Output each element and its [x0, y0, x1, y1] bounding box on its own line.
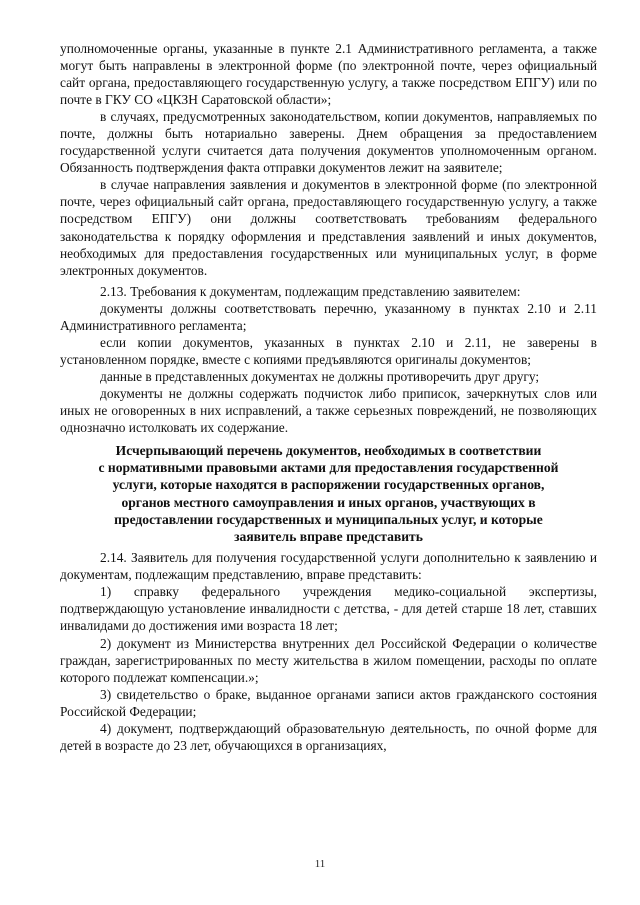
section-2-13-title: 2.13. Требования к документам, подлежащим представлению заявителем:: [100, 283, 521, 299]
document-body: [60, 40, 597, 754]
heading-line: с нормативными правовыми актами для предоставления государственной: [98, 460, 559, 476]
paragraph: в случае направления заявления и документов в электронной форме (по электронной почте, через официальный сайт органа, предоставляющего государственную услугу, а также посредством ЕПГУ) они должны соответствовать требованиям федерального законодательства к порядку оформления и представления заявлений и иных документов, необходимых для предоставления государственных или муниципальных услуг, в форме электронных документов.: [60, 177, 597, 278]
section-heading: [60, 442, 597, 545]
heading-line: услуги, которые находятся в распоряжении государственных органов,: [112, 477, 545, 493]
list-item: 3) свидетельство о браке, выданное органами записи актов гражданского состояния Российской Федерации;: [60, 686, 597, 719]
paragraph: если копии документов, указанных в пунктах 2.10 и 2.11, не заверены в установленном порядке, вместе с копиями предъявляются оригиналы документов;: [60, 334, 597, 367]
list-item: 1) справку федерального учреждения медико-социальной экспертизы, подтверждающую установление инвалидности с детства, - для детей старше 18 лет, ставших инвалидами до достижения ими возраста 18 лет;: [60, 584, 597, 634]
section-2-14-title: 2.14. Заявитель для получения государственной услуги дополнительно к заявлению и документам, подлежащим представлению, вправе представить:: [60, 550, 597, 583]
page-number: 11: [314, 858, 326, 870]
heading-line: предоставлении государственных и муниципальных услуг, и которые: [114, 511, 543, 527]
paragraph: уполномоченные органы, указанные в пункте 2.1 Административного регламента, а также могут быть направлены в электронной форме (по электронной почте, через официальный сайт органа, предоставляющего государственную услугу, а также посредством ЕПГУ) или по почте в ГКУ СО «ЦКЗН Саратовской области»;: [60, 41, 597, 108]
list-item: 2) документ из Министерства внутренних дел Российской Федерации о количестве граждан, зарегистрированных по месту жительства в жилом помещении, расходы по оплате которого подлежат компенсации.»;: [60, 635, 597, 685]
heading-line: заявитель вправе представить: [234, 529, 423, 545]
list-item: 4) документ, подтверждающий образовательную деятельность, по очной форме для детей в возрасте до 23 лет, обучающихся в организациях,: [60, 720, 597, 753]
paragraph: данные в представленных документах не должны противоречить друг другу;: [100, 368, 540, 384]
heading-line: органов местного самоуправления и иных органов, участвующих в: [121, 494, 536, 510]
paragraph: документы не должны содержать подчисток либо приписок, зачеркнутых слов или иных не оговоренных в них исправлений, а также серьезных повреждений, не позволяющих однозначно истолковать их содержание.: [60, 385, 597, 436]
heading-line: Исчерпывающий перечень документов, необходимых в соответствии: [115, 443, 542, 459]
paragraph: в случаях, предусмотренных законодательством, копии документов, направляемых по почте, должны быть нотариально заверены. Днем обращения за предоставлением государственной услуги считается дата получения документов уполномоченным органом. Обязанность подтверждения факта отправки документов лежит на заявителе;: [60, 109, 597, 176]
paragraph: документы должны соответствовать перечню, указанному в пунктах 2.10 и 2.11 Административного регламента;: [60, 300, 597, 333]
